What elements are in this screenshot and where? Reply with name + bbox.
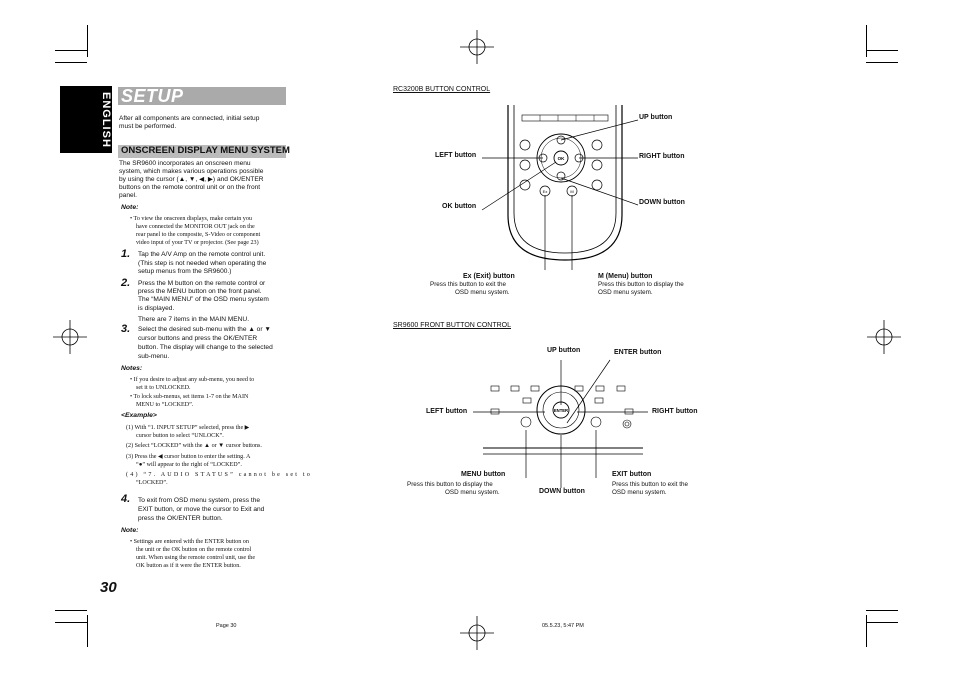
enter-glyph: ENTER [553, 408, 569, 413]
crop-mark [55, 622, 87, 623]
front-exit-desc: OSD menu system. [612, 489, 667, 496]
step-line: press the MENU button on the front panel. [138, 288, 262, 295]
language-tab-label: ENGLISH [100, 92, 112, 148]
body-line: buttons on the remote control unit or on the front [119, 184, 261, 191]
step-number: 4. [121, 493, 131, 505]
remote-right-label: RIGHT button [639, 153, 685, 160]
step-line: Press the M button on the remote control or [138, 280, 266, 287]
crop-mark [87, 615, 88, 647]
body-line: system, which makes various operations possible [119, 168, 264, 175]
step-line: press the OK/ENTER button. [138, 515, 223, 522]
front-leader-lines [470, 355, 650, 490]
body-line: panel. [119, 192, 137, 199]
crop-mark [866, 615, 867, 647]
front-down-label: DOWN button [539, 488, 585, 495]
registration-mark-icon [53, 320, 87, 354]
page-title: SETUP [121, 86, 184, 106]
example-line: “●” will appear to the right of “LOCKED”. [136, 462, 242, 468]
step-number: 1. [121, 248, 131, 260]
note-line: MENU to “LOCKED”. [136, 402, 194, 408]
step-line: sub-menu. [138, 353, 170, 360]
step-line: There are 7 items in the MAIN MENU. [138, 316, 250, 323]
step-number: 2. [121, 277, 131, 289]
remote-ex-label: Ex (Exit) button [463, 273, 515, 280]
ok-glyph: OK [557, 156, 565, 161]
registration-mark-icon [460, 616, 494, 650]
note-line: OK button as if it were the ENTER button. [136, 563, 241, 569]
example-line: (4) “7. AUDIO STATUS” cannot be set to [126, 472, 313, 478]
note-line: have connected the MONITOR OUT jack on the [136, 224, 255, 230]
note-line: • Settings are entered with the ENTER button on [130, 539, 249, 545]
intro-line: After all components are connected, initial setup [119, 115, 260, 122]
step-line: button. The display will change to the selected [138, 344, 273, 351]
example-line: (2) Select “LOCKED” with the ▲ or ▼ cursor buttons. [126, 443, 262, 449]
crop-mark [87, 25, 88, 57]
registration-mark-icon [867, 320, 901, 354]
front-menu-desc: Press this button to display the [407, 481, 493, 488]
example-line: (3) Press the ◀ cursor button to enter the setting. A [126, 454, 251, 460]
step-line: The “MAIN MENU” of the OSD menu system [138, 296, 269, 303]
crop-mark [866, 610, 898, 611]
step-line: To exit from OSD menu system, press the [138, 497, 261, 504]
remote-m-desc: OSD menu system. [598, 289, 653, 296]
note-line: set it to UNLOCKED. [136, 385, 191, 391]
example-line: “LOCKED”. [136, 480, 168, 486]
front-enter-label: ENTER button [614, 349, 662, 356]
note-line: • To view the onscreen displays, make certain you [130, 216, 252, 222]
remote-down-label: DOWN button [639, 199, 685, 206]
crop-mark [55, 610, 87, 611]
front-exit-label: EXIT button [612, 471, 652, 478]
step-line: cursor buttons and press the OK/ENTER [138, 335, 258, 342]
note-line: • If you desire to adjust any sub-menu, you need to [130, 377, 255, 383]
note-line: • To lock sub-menus, set items 1-7 on the MAIN [130, 394, 249, 400]
remote-m-label: M (Menu) button [598, 273, 653, 280]
step-line: (This step is not needed when operating the [138, 260, 267, 267]
remote-up-label: UP button [639, 114, 673, 121]
front-exit-desc: Press this button to exit the [612, 481, 688, 488]
notes-label: Notes: [121, 365, 143, 372]
language-tab [60, 86, 112, 153]
remote-m-desc: Press this button to display the [598, 281, 684, 288]
crop-mark [55, 50, 87, 51]
body-line: The SR9600 incorporates an onscreen menu [119, 160, 251, 167]
page-number: 30 [100, 579, 117, 596]
footer-page: Page 30 [216, 623, 237, 629]
step-line: Tap the A/V Amp on the remote control unit. [138, 251, 266, 258]
remote-ok-label: OK button [442, 203, 477, 210]
remote-ex-desc: OSD menu system. [455, 289, 510, 296]
remote-heading: RC3200B BUTTON CONTROL [393, 86, 491, 93]
crop-mark [55, 62, 87, 63]
crop-mark [866, 25, 867, 57]
footer-timestamp: 05.5.23, 5:47 PM [542, 623, 584, 629]
note-label: Note: [121, 204, 139, 211]
ex-glyph: Ex [542, 189, 548, 194]
front-left-label: LEFT button [426, 408, 468, 415]
note-label: Note: [121, 527, 139, 534]
step-number: 3. [121, 323, 131, 335]
remote-left-label: LEFT button [435, 152, 477, 159]
step-line: EXIT button, or move the cursor to Exit and [138, 506, 265, 513]
note-line: rear panel to the composite, S-Video or component [136, 232, 261, 238]
front-menu-label: MENU button [461, 471, 506, 478]
example-line: (1) With “1. INPUT SETUP” selected, press the ▶ [126, 425, 250, 431]
step-line: Select the desired sub-menu with the ▲ or ▼ [138, 326, 271, 333]
registration-mark-icon [460, 30, 494, 64]
crop-mark [866, 50, 898, 51]
crop-mark [866, 62, 898, 63]
intro-line: must be performed. [119, 123, 177, 130]
section-title: ONSCREEN DISPLAY MENU SYSTEM [121, 145, 290, 156]
remote-ex-desc: Press this button to exit the [430, 281, 506, 288]
example-label: <Example> [121, 412, 157, 419]
note-line: the unit or the OK button on the remote control [136, 547, 252, 553]
step-line: is displayed. [138, 305, 175, 312]
remote-leader-lines [480, 110, 653, 280]
note-line: unit. When using the remote control unit, use the [136, 555, 256, 561]
crop-mark [866, 622, 898, 623]
m-glyph: M [570, 189, 574, 194]
body-line: by using the cursor (▲, ▼, ◀, ▶) and OK/ENTER [119, 176, 264, 183]
front-heading: SR9600 FRONT BUTTON CONTROL [393, 322, 511, 329]
note-line: video input of your TV or projector. (See page 23) [136, 240, 259, 246]
front-menu-desc: OSD menu system. [445, 489, 500, 496]
front-up-label: UP button [547, 347, 581, 354]
example-line: cursor button to select “UNLOCK”. [136, 433, 224, 439]
front-right-label: RIGHT button [652, 408, 698, 415]
step-line: setup menus from the SR9600.) [138, 268, 232, 275]
